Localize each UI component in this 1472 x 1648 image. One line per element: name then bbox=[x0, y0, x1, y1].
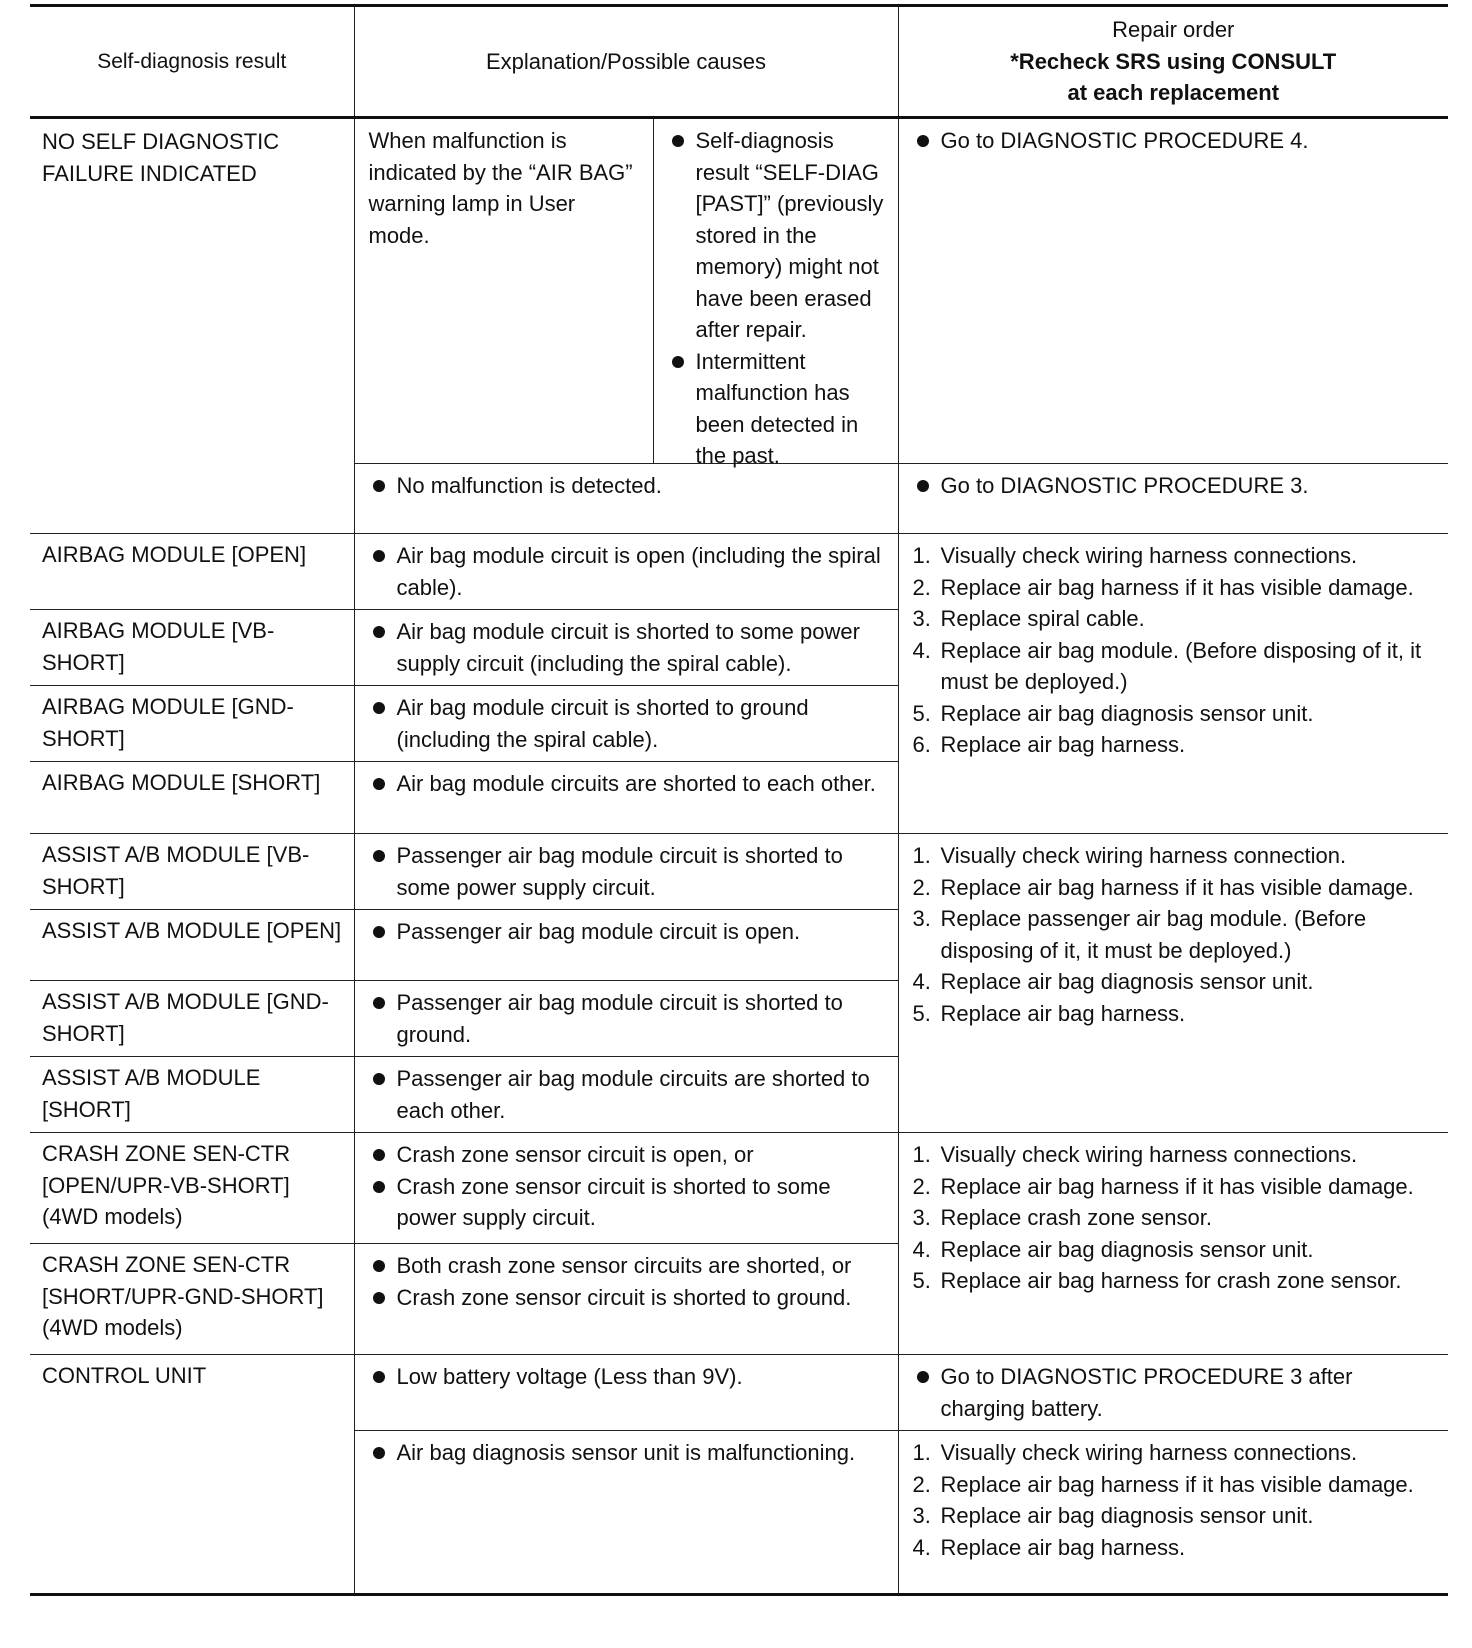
list-item: 3. Replace passenger air bag module. (Before disposing of it, it must be deployed.) bbox=[912, 906, 1367, 963]
list-item: 5. Replace air bag diagnosis sensor unit. bbox=[912, 700, 1314, 726]
header-col3-line3: at each replacement bbox=[1067, 80, 1280, 106]
result-text: ASSIST A/B MODULE [OPEN] bbox=[42, 918, 342, 943]
header-col2-text: Explanation/Possible causes bbox=[485, 48, 767, 74]
list-item: 3. Replace crash zone sensor. bbox=[912, 1205, 1212, 1230]
cause-control-malfunction bbox=[354, 1431, 898, 1595]
header-repair-order bbox=[898, 6, 1448, 118]
explanation-no-self bbox=[354, 118, 898, 468]
result-text: CONTROL UNIT bbox=[42, 1363, 207, 1388]
result-text: CRASH ZONE SEN-CTR [SHORT/UPR-GND-SHORT] (4WD models) bbox=[42, 1252, 324, 1340]
table-header-row bbox=[30, 6, 1448, 118]
result-text: AIRBAG MODULE [VB-SHORT] bbox=[42, 618, 275, 675]
result-airbag-gnd-short bbox=[30, 686, 354, 762]
list-item: Passenger air bag module circuits are shorted to each other. bbox=[369, 1063, 884, 1126]
list-item: 4. Replace air bag diagnosis sensor unit. bbox=[912, 1236, 1314, 1262]
result-text: AIRBAG MODULE [SHORT] bbox=[42, 770, 321, 795]
list-item: Self-diagnosis result “SELF-DIAG [PAST]” (previously stored in the memory) might not have been erased after repair. bbox=[668, 125, 888, 346]
cause-crash-open bbox=[354, 1133, 898, 1244]
list-item: 4. Replace air bag diagnosis sensor unit. bbox=[912, 969, 1314, 994]
cause-airbag-gnd-short bbox=[354, 686, 898, 762]
diagnosis-table-page bbox=[30, 4, 1448, 1596]
result-airbag-vb-short bbox=[30, 610, 354, 686]
self-diagnosis-table bbox=[30, 4, 1448, 1596]
cause-airbag-vb-short bbox=[354, 610, 898, 686]
table-row bbox=[30, 834, 1448, 910]
header-explanation bbox=[354, 6, 898, 118]
result-text: ASSIST A/B MODULE [VB-SHORT] bbox=[42, 842, 310, 899]
cause-assist-short bbox=[354, 1057, 898, 1133]
table-row bbox=[30, 1133, 1448, 1244]
result-no-self-diagnostic bbox=[30, 118, 354, 534]
repair-control-2 bbox=[898, 1431, 1448, 1595]
table-row bbox=[30, 534, 1448, 610]
list-item: Air bag module circuit is open (including the spiral cable). bbox=[369, 540, 884, 603]
list-item: 1. Visually check wiring harness connections. bbox=[912, 1142, 1358, 1167]
result-control-unit bbox=[30, 1355, 354, 1595]
result-assist-vb-short bbox=[30, 834, 354, 910]
result-crash-open bbox=[30, 1133, 354, 1244]
result-assist-open bbox=[30, 910, 354, 981]
cause-assist-vb-short bbox=[354, 834, 898, 910]
list-item: Air bag diagnosis sensor unit is malfunctioning. bbox=[369, 1437, 884, 1469]
list-item: Passenger air bag module circuit is open. bbox=[369, 916, 884, 948]
result-airbag-open bbox=[30, 534, 354, 610]
repair-control-1 bbox=[898, 1355, 1448, 1431]
list-item: 3. Replace air bag diagnosis sensor unit. bbox=[912, 1503, 1314, 1528]
list-item: 1. Visually check wiring harness connections. bbox=[912, 1440, 1358, 1465]
cause-control-low-battery bbox=[354, 1355, 898, 1431]
list-item: 6. Replace air bag harness. bbox=[912, 732, 1186, 757]
cause-crash-short bbox=[354, 1244, 898, 1355]
list-item: Go to DIAGNOSTIC PROCEDURE 3 after charging battery. bbox=[913, 1361, 1435, 1424]
cause-airbag-open bbox=[354, 534, 898, 610]
list-item: 4. Replace air bag harness. bbox=[912, 1534, 1186, 1560]
result-text: CRASH ZONE SEN-CTR [OPEN/UPR-VB-SHORT] (4WD models) bbox=[42, 1141, 291, 1229]
list-item: Intermittent malfunction has been detected in the past. bbox=[668, 346, 888, 472]
result-text: ASSIST A/B MODULE [GND-SHORT] bbox=[42, 989, 329, 1046]
explanation-no-malfunction bbox=[354, 464, 898, 534]
list-item: 1. Visually check wiring harness connections. bbox=[912, 543, 1358, 568]
list-item: 2. Replace air bag harness if it has visible damage. bbox=[912, 574, 1414, 600]
result-text: NO SELF DIAGNOSTIC FAILURE INDICATED bbox=[42, 129, 280, 186]
list-item: Both crash zone sensor circuits are shorted, or bbox=[369, 1250, 884, 1282]
result-assist-gnd-short bbox=[30, 981, 354, 1057]
cause-assist-open bbox=[354, 910, 898, 981]
repair-crash bbox=[898, 1133, 1448, 1355]
list-item: Crash zone sensor circuit is open, or bbox=[369, 1139, 884, 1171]
result-airbag-short bbox=[30, 762, 354, 834]
list-item: 2. Replace air bag harness if it has visible damage. bbox=[912, 1471, 1414, 1497]
list-item: 2. Replace air bag harness if it has visible damage. bbox=[912, 874, 1414, 900]
list-item: Low battery voltage (Less than 9V). bbox=[369, 1361, 884, 1393]
list-item: 5. Replace air bag harness for crash zone sensor. bbox=[912, 1268, 1402, 1293]
result-text: AIRBAG MODULE [OPEN] bbox=[42, 542, 307, 567]
result-assist-short bbox=[30, 1057, 354, 1133]
repair-no-self-1 bbox=[898, 118, 1448, 464]
list-item: No malfunction is detected. bbox=[369, 470, 884, 502]
header-self-diagnosis-result bbox=[30, 6, 354, 118]
table-row bbox=[30, 118, 1448, 464]
list-item: Air bag module circuit is shorted to ground (including the spiral cable). bbox=[369, 692, 884, 755]
list-item: 4. Replace air bag module. (Before disposing of it, it must be deployed.) bbox=[912, 637, 1422, 694]
list-item: 3. Replace spiral cable. bbox=[912, 606, 1145, 631]
repair-no-self-2 bbox=[898, 464, 1448, 534]
explanation-text: When malfunction is indicated by the “AIR BAG” warning lamp in User mode. bbox=[368, 128, 633, 248]
list-item: Go to DIAGNOSTIC PROCEDURE 4. bbox=[913, 125, 1435, 157]
header-col1-text: Self-diagnosis result bbox=[97, 50, 287, 73]
list-item: Crash zone sensor circuit is shorted to ground. bbox=[369, 1282, 884, 1314]
list-item: Passenger air bag module circuit is shorted to ground. bbox=[369, 987, 884, 1050]
header-col3-line1: Repair order bbox=[1112, 17, 1235, 43]
list-item: 2. Replace air bag harness if it has visible damage. bbox=[912, 1173, 1414, 1199]
result-text: AIRBAG MODULE [GND-SHORT] bbox=[42, 694, 294, 751]
list-item: 5. Replace air bag harness. bbox=[912, 1000, 1186, 1026]
repair-assist bbox=[898, 834, 1448, 1133]
cause-airbag-short bbox=[354, 762, 898, 834]
table-row bbox=[30, 1355, 1448, 1431]
list-item: 1. Visually check wiring harness connection. bbox=[912, 843, 1347, 868]
repair-airbag bbox=[898, 534, 1448, 834]
cause-assist-gnd-short bbox=[354, 981, 898, 1057]
list-item: Air bag module circuits are shorted to each other. bbox=[369, 768, 884, 800]
list-item: Air bag module circuit is shorted to some power supply circuit (including the spiral cable). bbox=[369, 616, 884, 679]
causes-cell bbox=[653, 119, 898, 468]
list-item: Go to DIAGNOSTIC PROCEDURE 3. bbox=[913, 470, 1435, 502]
header-col3-line2: *Recheck SRS using CONSULT bbox=[1010, 48, 1337, 74]
result-crash-short bbox=[30, 1244, 354, 1355]
list-item: Crash zone sensor circuit is shorted to some power supply circuit. bbox=[369, 1171, 884, 1234]
list-item: Passenger air bag module circuit is shorted to some power supply circuit. bbox=[369, 840, 884, 903]
result-text: ASSIST A/B MODULE [SHORT] bbox=[42, 1065, 261, 1122]
